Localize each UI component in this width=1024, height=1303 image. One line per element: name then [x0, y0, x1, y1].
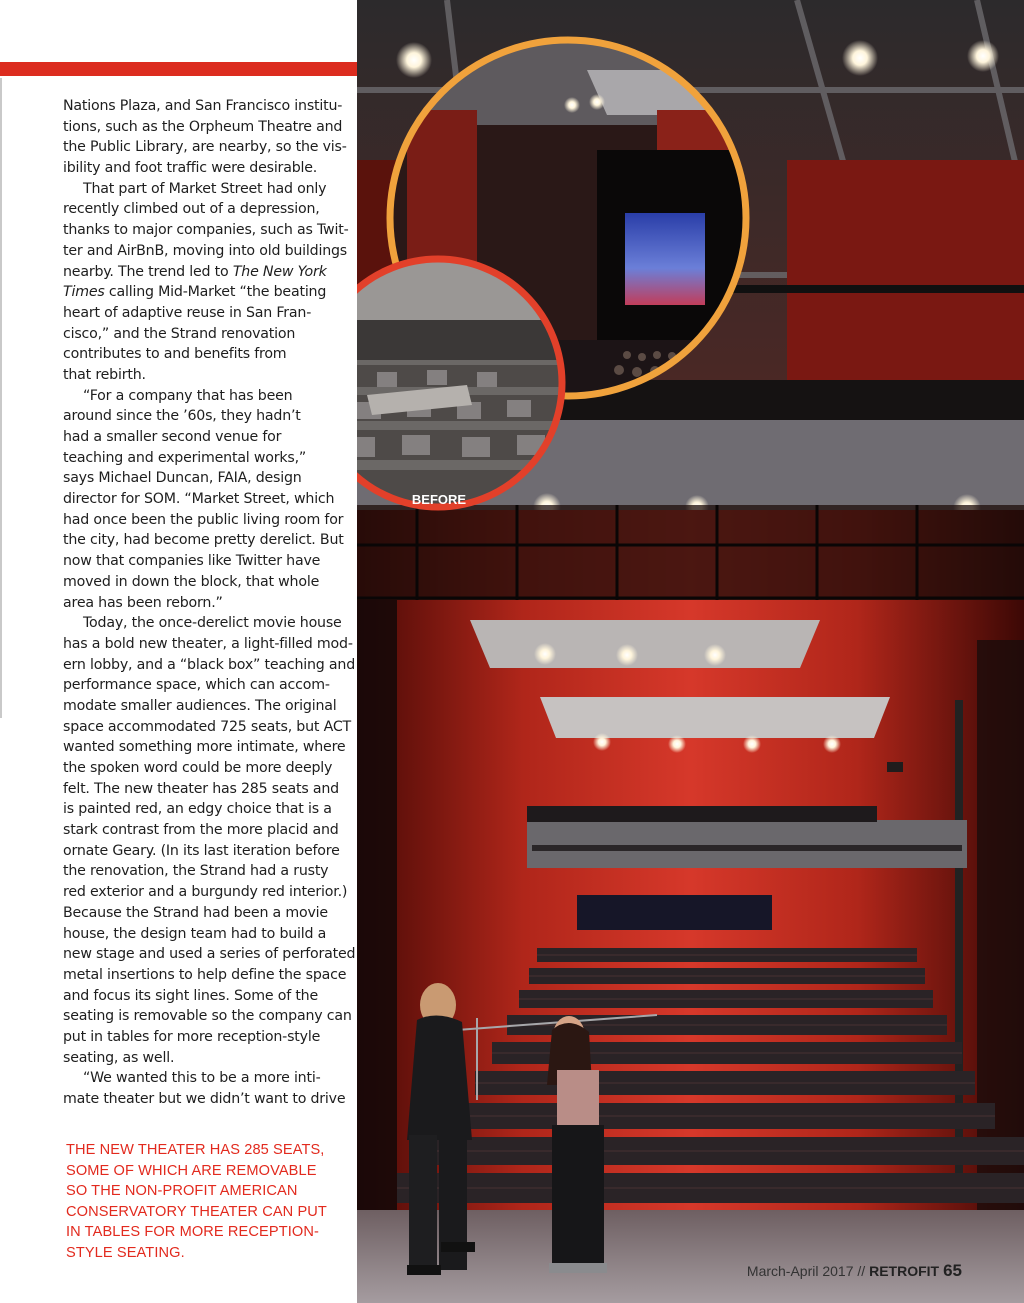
text-run: wanted something more intimate, where: [63, 739, 346, 756]
text-run: space accommodated 725 seats, but ACT: [63, 718, 352, 735]
text-run: the Public Library, are nearby, so the vis-: [63, 139, 347, 156]
red-header-rule: [0, 62, 357, 76]
text-run: put in tables for more reception-style: [63, 1028, 321, 1045]
text-run: seating is removable so the company can: [63, 1008, 352, 1025]
issue-date: March-April 2017: [746, 1263, 854, 1279]
article-body-text: [63, 96, 356, 1110]
text-line: [63, 593, 331, 614]
text-line: [63, 386, 331, 407]
text-line: [63, 1048, 331, 1069]
text-line: [63, 758, 331, 779]
text-run: area has been reborn.”: [63, 594, 223, 611]
text-line: [63, 448, 331, 469]
page-number: 65: [943, 1261, 962, 1280]
text-line: [63, 1068, 331, 1089]
text-run: cisco,” and the Strand renovation: [63, 325, 296, 342]
text-line: [63, 1006, 352, 1027]
text-line: [63, 137, 347, 158]
text-run: the spoken word could be more deeply: [63, 760, 333, 776]
text-line: [63, 179, 331, 200]
text-line: [63, 924, 331, 945]
page-folio: [747, 1261, 962, 1281]
text-run: red exterior and a burgundy red interior.): [63, 884, 348, 901]
caption-line: STYLE SEATING.: [66, 1244, 185, 1261]
text-run: performance space, which can accom-: [63, 677, 330, 694]
text-line: [63, 737, 346, 758]
italic-title-run: Times: [63, 284, 105, 301]
text-line: [63, 613, 342, 634]
text-run: new stage and used a series of perforated: [63, 946, 356, 963]
text-line: [63, 965, 347, 986]
text-line: [63, 489, 335, 510]
text-line: [63, 262, 331, 283]
text-run: has a bold new theater, a light-filled mod-: [63, 635, 353, 652]
text-line: [63, 820, 339, 841]
before-label: BEFORE: [411, 492, 467, 507]
text-run: modate smaller audiences. The original: [63, 697, 337, 714]
text-line: [63, 675, 331, 696]
photo-caption: [66, 1140, 346, 1264]
text-run: recently climbed out of a depression,: [63, 201, 320, 218]
text-line: [63, 427, 331, 448]
text-line: [63, 696, 337, 717]
text-line: [63, 1089, 346, 1110]
text-line: [63, 717, 352, 738]
text-line: [63, 282, 331, 303]
text-run: That part of Market Street had only: [83, 180, 327, 197]
text-line: [63, 986, 331, 1007]
text-line: [63, 344, 331, 365]
text-line: [63, 220, 349, 241]
text-run: Because the Strand had been a movie: [63, 904, 328, 921]
text-run: house, the design team had to build a: [63, 925, 327, 942]
text-run: calling Mid-Market “the beating: [104, 284, 327, 301]
text-run: nearby. The trend led to: [63, 263, 233, 280]
text-run: had once been the public living room for: [63, 511, 344, 528]
text-run: mate theater but we didn’t want to drive: [63, 1091, 346, 1107]
caption-line: IN TABLES FOR MORE RECEPTION-: [66, 1224, 319, 1241]
text-line: [63, 655, 356, 676]
text-run: the city, had become pretty derelict. But: [63, 532, 344, 549]
text-run: ibility and foot traffic were desirable.: [63, 160, 318, 177]
text-run: tions, such as the Orpheum Theatre and: [63, 118, 343, 135]
text-line: [63, 634, 353, 655]
text-run: metal insertions to help define the space: [63, 966, 347, 983]
text-run: ornate Geary. (In its last iteration before: [63, 842, 340, 859]
text-run: director for SOM. “Market Street, which: [63, 491, 335, 508]
text-line: [63, 530, 344, 551]
text-run: “We wanted this to be a more inti-: [83, 1070, 321, 1087]
text-run: “For a company that has been: [83, 387, 293, 404]
text-line: [63, 406, 331, 427]
text-line: [63, 241, 347, 262]
text-run: Nations Plaza, and San Francisco institu-: [63, 98, 343, 114]
text-run: moved in down the block, that whole: [63, 573, 320, 590]
text-line: [63, 1027, 331, 1048]
italic-title-run: The New York: [232, 263, 327, 280]
text-line: [63, 944, 356, 965]
text-run: Today, the once-derelict movie house: [83, 615, 342, 632]
text-line: [63, 779, 339, 800]
text-line: [63, 861, 331, 882]
text-line: [63, 799, 331, 820]
text-run: is painted red, an edgy choice that is a: [63, 801, 332, 818]
text-line: [63, 158, 331, 179]
margin-rule: [0, 78, 2, 718]
publication-name: RETROFIT: [869, 1263, 940, 1279]
text-line: [63, 572, 331, 593]
text-run: thanks to major companies, such as Twit-: [63, 222, 349, 239]
text-line: [63, 303, 331, 324]
text-line: [63, 903, 331, 924]
text-run: contributes to and benefits from: [63, 346, 287, 363]
text-run: seating, as well.: [63, 1049, 175, 1066]
text-run: had a smaller second venue for: [63, 429, 282, 445]
text-line: [63, 199, 331, 220]
text-run: now that companies like Twitter have: [63, 553, 321, 570]
text-line: [63, 365, 331, 386]
caption-line: CONSERVATORY THEATER CAN PUT: [66, 1203, 327, 1220]
text-run: stark contrast from the more placid and: [63, 822, 339, 839]
text-run: ter and AirBnB, moving into old buildings: [63, 242, 347, 259]
text-line: [63, 841, 340, 862]
text-run: ern lobby, and a “black box” teaching and: [63, 656, 356, 673]
text-run: teaching and experimental works,”: [63, 449, 307, 466]
caption-line: SO THE NON-PROFIT AMERICAN: [66, 1183, 298, 1200]
text-run: and focus its sight lines. Some of the: [63, 987, 319, 1004]
text-run: around since the ’60s, they hadn’t: [63, 408, 301, 425]
text-run: that rebirth.: [63, 366, 146, 383]
text-line: [63, 468, 331, 489]
text-line: [63, 551, 331, 572]
text-run: says Michael Duncan, FAIA, design: [63, 470, 302, 487]
text-line: [63, 510, 344, 531]
theater-photo: [357, 0, 1024, 1303]
text-line: [63, 117, 343, 138]
text-line: [63, 324, 331, 345]
caption-line: THE NEW THEATER HAS 285 SEATS,: [66, 1142, 325, 1158]
text-run: heart of adaptive reuse in San Fran-: [63, 304, 312, 321]
text-line: [63, 96, 343, 117]
caption-line: SOME OF WHICH ARE REMOVABLE: [66, 1162, 317, 1179]
text-run: felt. The new theater has 285 seats and: [63, 780, 339, 797]
text-run: the renovation, the Strand had a rusty: [63, 863, 329, 880]
folio-separator: //: [853, 1263, 870, 1279]
text-line: [63, 882, 348, 903]
